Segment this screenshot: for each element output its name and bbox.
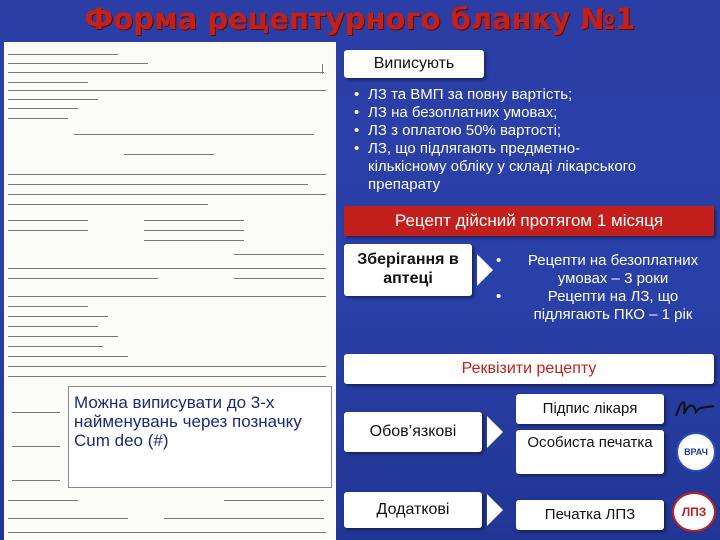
- lpz-stamp-label: [516, 500, 664, 530]
- additional-arrow: [487, 494, 503, 526]
- personal-stamp-label: [516, 430, 664, 474]
- signature-icon: [672, 396, 718, 422]
- lpz-stamp-icon: [672, 492, 716, 532]
- mandatory-arrow: [487, 416, 503, 448]
- lpz-stamp-text: Печатка ЛПЗ: [544, 506, 636, 523]
- write-item: • ЛЗ на безоплатних умовах;: [354, 104, 716, 122]
- page-title: Форма рецептурного бланку №1: [84, 2, 636, 36]
- write-label: [344, 50, 484, 78]
- storage-list: [496, 252, 716, 324]
- requisites-label-text: Реквізити рецепту: [461, 360, 597, 377]
- blank-note: Можна виписувати до 3-х найменувань через позначку Cum deo (#): [74, 393, 302, 450]
- mandatory-label: [344, 412, 482, 452]
- write-label-text: Виписують: [373, 55, 455, 72]
- doctor-stamp-icon: [676, 432, 716, 472]
- write-item: • ЛЗ та ВМП за повну вартість;: [354, 86, 716, 104]
- doctor-signature-label: [516, 394, 664, 424]
- storage-item: • Рецепти на ЛЗ, що підлягають ПКО – 1 рік: [496, 288, 716, 324]
- lpz-stamp-text-icon: ЛПЗ: [681, 505, 707, 519]
- storage-arrow: [477, 254, 493, 286]
- additional-label: [344, 492, 482, 528]
- storage-label-text: Зберігання в аптеці: [357, 251, 459, 287]
- requisites-label: [344, 354, 714, 384]
- validity-banner: [344, 206, 714, 236]
- storage-item: • Рецепти на безоплатних умовах – 3 роки: [496, 252, 716, 288]
- validity-text: Рецепт дійсний протягом 1 місяця: [394, 211, 664, 230]
- additional-label-text: Додаткові: [376, 501, 450, 518]
- mandatory-label-text: Обов’язкові: [369, 423, 457, 440]
- doctor-stamp-text: ВРАЧ: [684, 447, 708, 457]
- storage-label: [344, 244, 472, 296]
- doctor-signature-text: Підпис лікаря: [542, 400, 638, 417]
- write-item: • ЛЗ з оплатою 50% вартості;: [354, 122, 716, 140]
- personal-stamp-text: Особиста печатка: [527, 434, 653, 451]
- write-list: [354, 86, 716, 194]
- write-item: • ЛЗ, що підлягають предметно-кількісному обліку у складі лікарського препарату: [354, 140, 716, 194]
